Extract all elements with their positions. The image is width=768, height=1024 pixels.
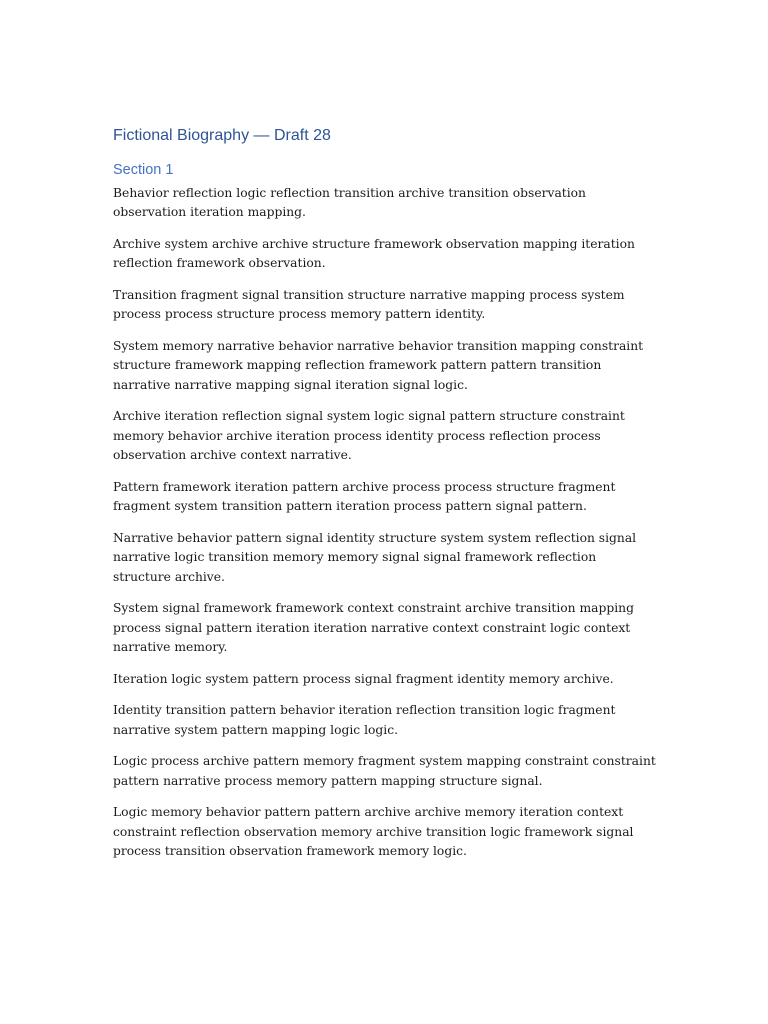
paragraph: Behavior reflection logic reflection transition archive transition observation observation iteration mapping.: [113, 186, 586, 220]
paragraph: Narrative behavior pattern signal identity structure system system reflection signal narrative logic transition memory memory signal signal framework reflection structure archive.: [113, 530, 637, 584]
paragraph: Transition fragment signal transition structure narrative mapping process system process process structure process memory pattern identity.: [113, 288, 625, 322]
paragraph: System memory narrative behavior narrative behavior transition mapping constraint structure framework mapping reflection framework pattern pattern transition narrative narrative mapping signal iteration signal logic.: [113, 339, 644, 392]
paragraph: Iteration logic system pattern process signal fragment identity memory archive.: [113, 671, 614, 686]
document-title: Fictional Biography — Draft 28: [113, 127, 331, 144]
document-page: [113, 124, 658, 874]
paragraph: Logic process archive pattern memory fragment system mapping constraint constraint pattern narrative process memory pattern mapping structure signal.: [113, 754, 656, 788]
section-heading: Section 1: [113, 162, 174, 178]
paragraph: System signal framework framework context constraint archive transition mapping process signal pattern iteration iteration narrative context constraint logic context narrative memory.: [113, 601, 634, 655]
paragraph: Archive iteration reflection signal system logic signal pattern structure constraint memory behavior archive iteration process identity process reflection process observation archive context narrative.: [113, 409, 625, 463]
paragraph: Pattern framework iteration pattern archive process process structure fragment fragment system transition pattern iteration process pattern signal pattern.: [113, 479, 616, 514]
paragraph: Archive system archive archive structure framework observation mapping iteration reflection framework observation.: [113, 237, 635, 271]
paragraph: Identity transition pattern behavior iteration reflection transition logic fragment narrative system pattern mapping logic logic.: [113, 703, 616, 737]
section-1: [113, 160, 658, 861]
paragraph: Logic memory behavior pattern pattern archive archive memory iteration context constraint reflection observation memory archive transition logic framework signal process transition observation framework memory logic.: [113, 805, 634, 859]
